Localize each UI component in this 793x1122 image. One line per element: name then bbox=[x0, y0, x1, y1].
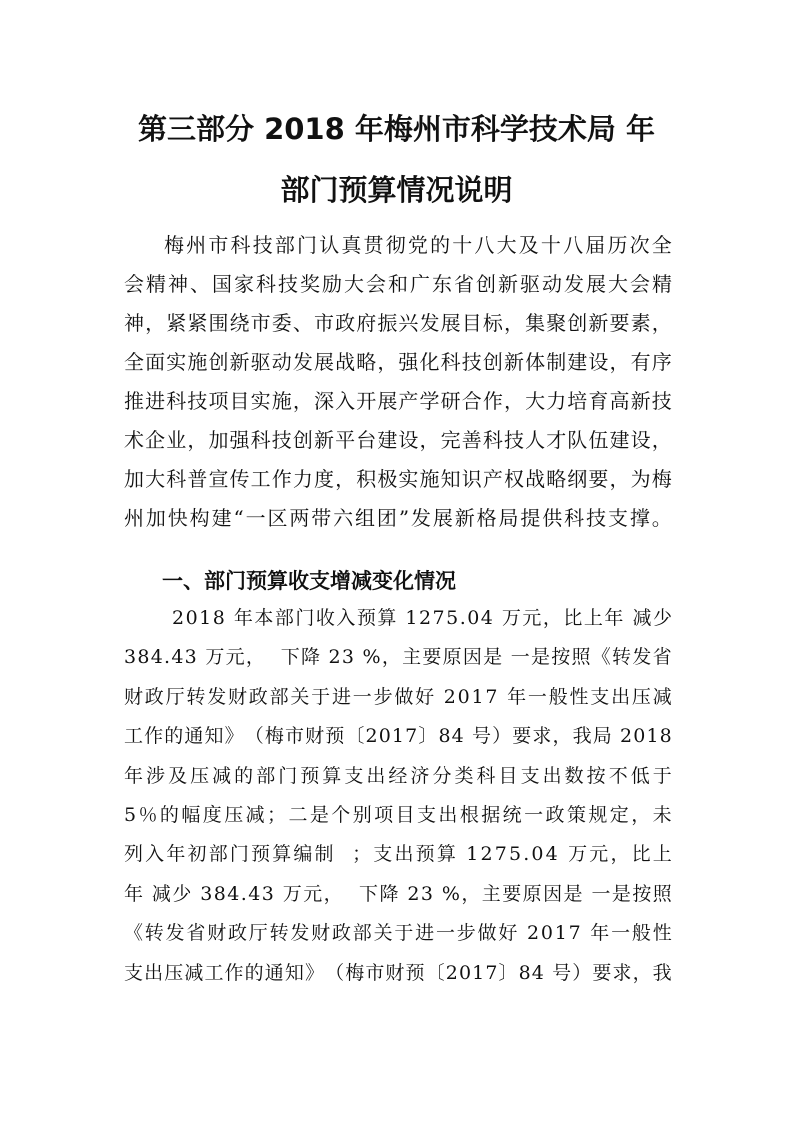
text-line: 加 大 科 普 宣 传 工 作 力 度 ， 积 极 实 施 知 识 产 权 战 略 纲 要 ， 为 梅 bbox=[124, 467, 672, 491]
text-line: 支 出 压 减 工 作 的 通 知 》 （ 梅 市 财 预 〔 2 0 1 7 〕 8 4 号 ） 要 求 ， 我 bbox=[124, 961, 672, 984]
text-line: 推 进 科 技 项 目 实 施 ， 深 入 开 展 产 学 研 合 作 ， 大 力 培 育 高 新 技 bbox=[124, 389, 672, 413]
text-line: 工 作 的 通 知 》 （ 梅 市 财 预 〔 2 0 1 7 〕 8 4 号 ） 要 求 ， 我 局 2 0 1 8 bbox=[124, 725, 672, 748]
text-line: 神 ， 紧 紧 围 绕 市 委 、 市 政 府 振 兴 发 展 目 标 ， 集 聚 创 新 要 素 ， bbox=[124, 311, 672, 335]
text-line: 梅 州 市 科 技 部 门 认 真 贯 彻 党 的 十 八 大 及 十 八 届 历 次 全 bbox=[164, 233, 672, 257]
text-line: 5 ％ 的 幅 度 压 减 ； 二 是 个 别 项 目 支 出 根 据 统 一 政 策 规 定 ， 未 bbox=[124, 803, 672, 826]
text-line: 年 涉 及 压 减 的 部 门 预 算 支 出 经 济 分 类 科 目 支 出 数 按 不 低 于 bbox=[124, 764, 672, 787]
text-line: 财 政 厅 转 发 财 政 部 关 于 进 一 步 做 好 2 0 1 7 年 一 般 性 支 出 压 减 bbox=[124, 685, 672, 708]
text-line: 2 0 1 8 年 本 部 门 收 入 预 算 1 2 7 5 . 0 4 万 元 ， 比 上 年 减 少 bbox=[172, 607, 672, 629]
section-paragraph bbox=[124, 599, 672, 993]
text-line: 州 加 快 构 建 “ 一 区 两 带 六 组 团 ” 发 展 新 格 局 提 供 科 技 支 撑 。 bbox=[124, 506, 672, 530]
document-subtitle: 部门预算情况说明 bbox=[280, 173, 513, 207]
text-line: 年 减 少 3 8 4 . 4 3 万 元 ， 下 降 2 3 % ， 主 要 原 因 是 一 是 按 照 bbox=[124, 882, 672, 905]
text-line: 会 精 神 、 国 家 科 技 奖 励 大 会 和 广 东 省 创 新 驱 动 发 展 大 会 精 bbox=[124, 272, 672, 296]
intro-paragraph bbox=[124, 226, 672, 538]
text-line: 全 面 实 施 创 新 驱 动 发 展 战 略 ， 强 化 科 技 创 新 体 制 建 设 ， 有 序 bbox=[124, 350, 672, 374]
document-title: 第三部分 2018 年梅州市科学技术局 年 bbox=[137, 112, 655, 146]
text-line: 列 入 年 初 部 门 预 算 编 制 ； 支 出 预 算 1 2 7 5 . 0 4 万 元 ， 比 上 bbox=[124, 843, 672, 866]
section-heading: 一、部门预算收支增减变化情况 bbox=[162, 569, 456, 593]
text-line: 3 8 4 . 4 3 万 元 ， 下 降 2 3 % ， 主 要 原 因 是 一 是 按 照 《 转 发 省 bbox=[124, 646, 672, 669]
text-line: 《 转 发 省 财 政 厅 转 发 财 政 部 关 于 进 一 步 做 好 2 0 1 7 年 一 般 性 bbox=[124, 922, 672, 945]
text-line: 术 企 业 ， 加 强 科 技 创 新 平 台 建 设 ， 完 善 科 技 人 才 队 伍 建 设 ， bbox=[124, 428, 672, 452]
